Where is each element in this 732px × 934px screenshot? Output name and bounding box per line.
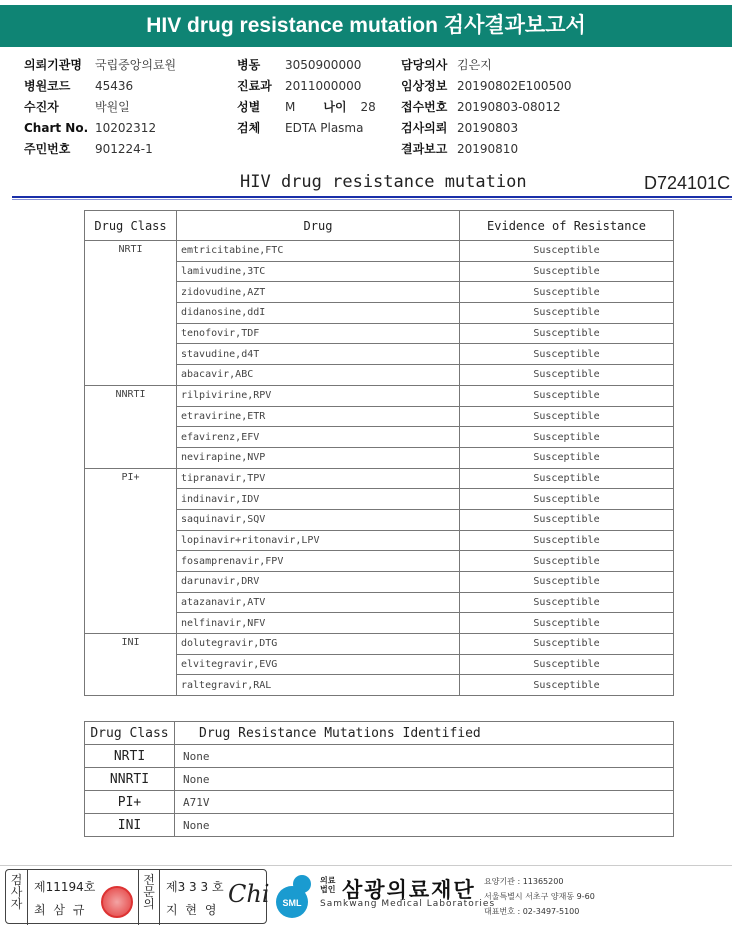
table-header-row bbox=[85, 211, 674, 241]
info-value: 20190810 bbox=[457, 142, 519, 156]
info-row bbox=[401, 139, 571, 160]
info-value: 10202312 bbox=[95, 121, 157, 135]
drug-class-cell: INI bbox=[85, 634, 177, 696]
mutation-table bbox=[84, 721, 674, 837]
info-label: 진료과 bbox=[237, 79, 272, 93]
drug-cell: etravirine,ETR bbox=[177, 406, 460, 427]
drug-cell: tenofovir,TDF bbox=[177, 323, 460, 344]
evidence-cell: Susceptible bbox=[460, 282, 674, 303]
evidence-cell: Susceptible bbox=[460, 634, 674, 655]
info-value: 20190803-08012 bbox=[457, 100, 561, 114]
tester-label: 검사자 bbox=[6, 870, 28, 925]
tester-name: 최 삼 규 bbox=[34, 903, 87, 917]
table-row bbox=[85, 241, 674, 262]
col-header-mutations: Drug Resistance Mutations Identified bbox=[175, 722, 674, 745]
info-value: 2011000000 bbox=[285, 79, 362, 93]
table-row bbox=[85, 791, 674, 814]
drug-class-cell: PI+ bbox=[85, 791, 175, 814]
info-label: 검체 bbox=[237, 121, 261, 135]
info-row bbox=[237, 55, 376, 76]
evidence-cell: Susceptible bbox=[460, 489, 674, 510]
info-row bbox=[401, 97, 571, 118]
drug-cell: lopinavir+ritonavir,LPV bbox=[177, 530, 460, 551]
contact-line: 서울특별시 서초구 양재동 9-60 bbox=[484, 892, 595, 901]
specialist-license: 제3 3 3 호 bbox=[166, 880, 224, 894]
drug-cell: nevirapine,NVP bbox=[177, 447, 460, 468]
info-row bbox=[24, 76, 176, 97]
table-row bbox=[85, 814, 674, 837]
mutation-cell: None bbox=[175, 745, 674, 768]
drug-cell: efavirenz,EFV bbox=[177, 427, 460, 448]
col-header-drug-class: Drug Class bbox=[85, 722, 175, 745]
drug-class-cell: NNRTI bbox=[85, 385, 177, 468]
info-row bbox=[237, 118, 376, 139]
info-value: 국립중앙의료원 bbox=[95, 58, 177, 72]
evidence-cell: Susceptible bbox=[460, 592, 674, 613]
evidence-cell: Susceptible bbox=[460, 551, 674, 572]
info-row bbox=[24, 118, 176, 139]
evidence-cell: Susceptible bbox=[460, 654, 674, 675]
footer-divider bbox=[0, 865, 732, 866]
drug-cell: tipranavir,TPV bbox=[177, 468, 460, 489]
contact-line: 대표번호 : 02-3497-5100 bbox=[484, 907, 580, 916]
info-value: EDTA Plasma bbox=[285, 121, 364, 135]
info-value: 20190802E100500 bbox=[457, 79, 572, 93]
info-row bbox=[24, 139, 176, 160]
info-value: 45436 bbox=[95, 79, 134, 93]
info-value: 20190803 bbox=[457, 121, 519, 135]
age-value: 28 bbox=[360, 100, 376, 114]
table-header-row bbox=[85, 722, 674, 745]
mutation-cell: None bbox=[175, 768, 674, 791]
evidence-cell: Susceptible bbox=[460, 572, 674, 593]
tester-license: 제11194호 bbox=[34, 880, 96, 894]
evidence-cell: Susceptible bbox=[460, 530, 674, 551]
sml-logo-icon bbox=[272, 870, 316, 920]
table-row bbox=[85, 768, 674, 791]
col-header-drug-class: Drug Class bbox=[85, 211, 177, 241]
patient-info-col1 bbox=[24, 55, 176, 160]
specialist-label: 전문의 bbox=[138, 870, 160, 925]
drug-cell: nelfinavir,NFV bbox=[177, 613, 460, 634]
logo-dot bbox=[293, 875, 311, 893]
evidence-cell: Susceptible bbox=[460, 385, 674, 406]
org-name: 삼광의료재단 bbox=[342, 878, 476, 902]
report-title: HIV drug resistance mutation 검사결과보고서 bbox=[0, 5, 732, 47]
specialist-name: 지 현 영 bbox=[166, 903, 219, 917]
info-label: 의뢰기관명 bbox=[24, 58, 82, 72]
drug-class-cell: NRTI bbox=[85, 745, 175, 768]
mutation-cell: A71V bbox=[175, 791, 674, 814]
info-row bbox=[237, 76, 376, 97]
drug-class-cell: INI bbox=[85, 814, 175, 837]
drug-cell: lamivudine,3TC bbox=[177, 261, 460, 282]
info-label: 접수번호 bbox=[401, 100, 448, 114]
info-label: 담당의사 bbox=[401, 58, 448, 72]
resistance-table bbox=[84, 210, 674, 696]
info-row bbox=[401, 76, 571, 97]
info-label: 결과보고 bbox=[401, 142, 448, 156]
info-value: M bbox=[285, 100, 296, 114]
col-header-evidence: Evidence of Resistance bbox=[460, 211, 674, 241]
table-row bbox=[85, 745, 674, 768]
evidence-cell: Susceptible bbox=[460, 509, 674, 530]
age-label: 나이 bbox=[323, 100, 347, 114]
drug-class-cell: PI+ bbox=[85, 468, 177, 634]
drug-cell: emtricitabine,FTC bbox=[177, 241, 460, 262]
evidence-cell: Susceptible bbox=[460, 261, 674, 282]
official-seal bbox=[101, 886, 133, 918]
info-row bbox=[401, 55, 571, 76]
report-code: D724101C bbox=[644, 173, 731, 193]
patient-info-col2 bbox=[237, 55, 376, 139]
evidence-cell: Susceptible bbox=[460, 365, 674, 386]
evidence-cell: Susceptible bbox=[460, 427, 674, 448]
section-divider-thin bbox=[12, 199, 732, 200]
drug-cell: atazanavir,ATV bbox=[177, 592, 460, 613]
info-label: 검사의뢰 bbox=[401, 121, 448, 135]
drug-class-cell: NNRTI bbox=[85, 768, 175, 791]
evidence-cell: Susceptible bbox=[460, 344, 674, 365]
signature-box bbox=[5, 869, 270, 924]
evidence-cell: Susceptible bbox=[460, 675, 674, 696]
drug-cell: dolutegravir,DTG bbox=[177, 634, 460, 655]
evidence-cell: Susceptible bbox=[460, 406, 674, 427]
info-label: 주민번호 bbox=[24, 142, 71, 156]
info-value: 김은지 bbox=[457, 58, 492, 72]
org-name-english: Samkwang Medical Laboratories bbox=[320, 899, 496, 909]
evidence-cell: Susceptible bbox=[460, 468, 674, 489]
section-divider bbox=[12, 196, 732, 198]
info-row bbox=[24, 55, 176, 76]
handwritten-signature: Chi bbox=[228, 880, 270, 908]
table-row bbox=[85, 634, 674, 655]
drug-class-cell: NRTI bbox=[85, 241, 177, 386]
drug-cell: raltegravir,RAL bbox=[177, 675, 460, 696]
info-label: 병동 bbox=[237, 58, 261, 72]
patient-info-col3 bbox=[401, 55, 571, 160]
drug-cell: rilpivirine,RPV bbox=[177, 385, 460, 406]
evidence-cell: Susceptible bbox=[460, 241, 674, 262]
mutation-cell: None bbox=[175, 814, 674, 837]
info-row bbox=[237, 97, 376, 118]
resistance-table-body bbox=[85, 241, 674, 696]
table-row bbox=[85, 385, 674, 406]
drug-cell: darunavir,DRV bbox=[177, 572, 460, 593]
info-label: 병원코드 bbox=[24, 79, 71, 93]
info-row bbox=[24, 97, 176, 118]
info-label: Chart No. bbox=[24, 121, 89, 135]
contact-line: 요양기관 : 11365200 bbox=[484, 877, 564, 886]
section-title: HIV drug resistance mutation bbox=[240, 172, 527, 192]
table-row bbox=[85, 468, 674, 489]
evidence-cell: Susceptible bbox=[460, 323, 674, 344]
contact-info bbox=[484, 874, 595, 919]
info-label: 성별 bbox=[237, 100, 261, 114]
info-row bbox=[401, 118, 571, 139]
drug-cell: didanosine,ddI bbox=[177, 303, 460, 324]
col-header-drug: Drug bbox=[177, 211, 460, 241]
drug-cell: zidovudine,AZT bbox=[177, 282, 460, 303]
info-value: 3050900000 bbox=[285, 58, 362, 72]
drug-cell: abacavir,ABC bbox=[177, 365, 460, 386]
info-value: 박원일 bbox=[95, 100, 130, 114]
evidence-cell: Susceptible bbox=[460, 447, 674, 468]
drug-cell: elvitegravir,EVG bbox=[177, 654, 460, 675]
evidence-cell: Susceptible bbox=[460, 303, 674, 324]
info-value: 901224-1 bbox=[95, 142, 153, 156]
org-type: 의료 법인 bbox=[320, 876, 336, 894]
evidence-cell: Susceptible bbox=[460, 613, 674, 634]
drug-cell: stavudine,d4T bbox=[177, 344, 460, 365]
drug-cell: fosamprenavir,FPV bbox=[177, 551, 460, 572]
drug-cell: indinavir,IDV bbox=[177, 489, 460, 510]
info-label: 임상정보 bbox=[401, 79, 448, 93]
mutation-table-body bbox=[85, 745, 674, 837]
info-label: 수진자 bbox=[24, 100, 59, 114]
drug-cell: saquinavir,SQV bbox=[177, 509, 460, 530]
logo-badge-text: SML bbox=[282, 898, 302, 908]
